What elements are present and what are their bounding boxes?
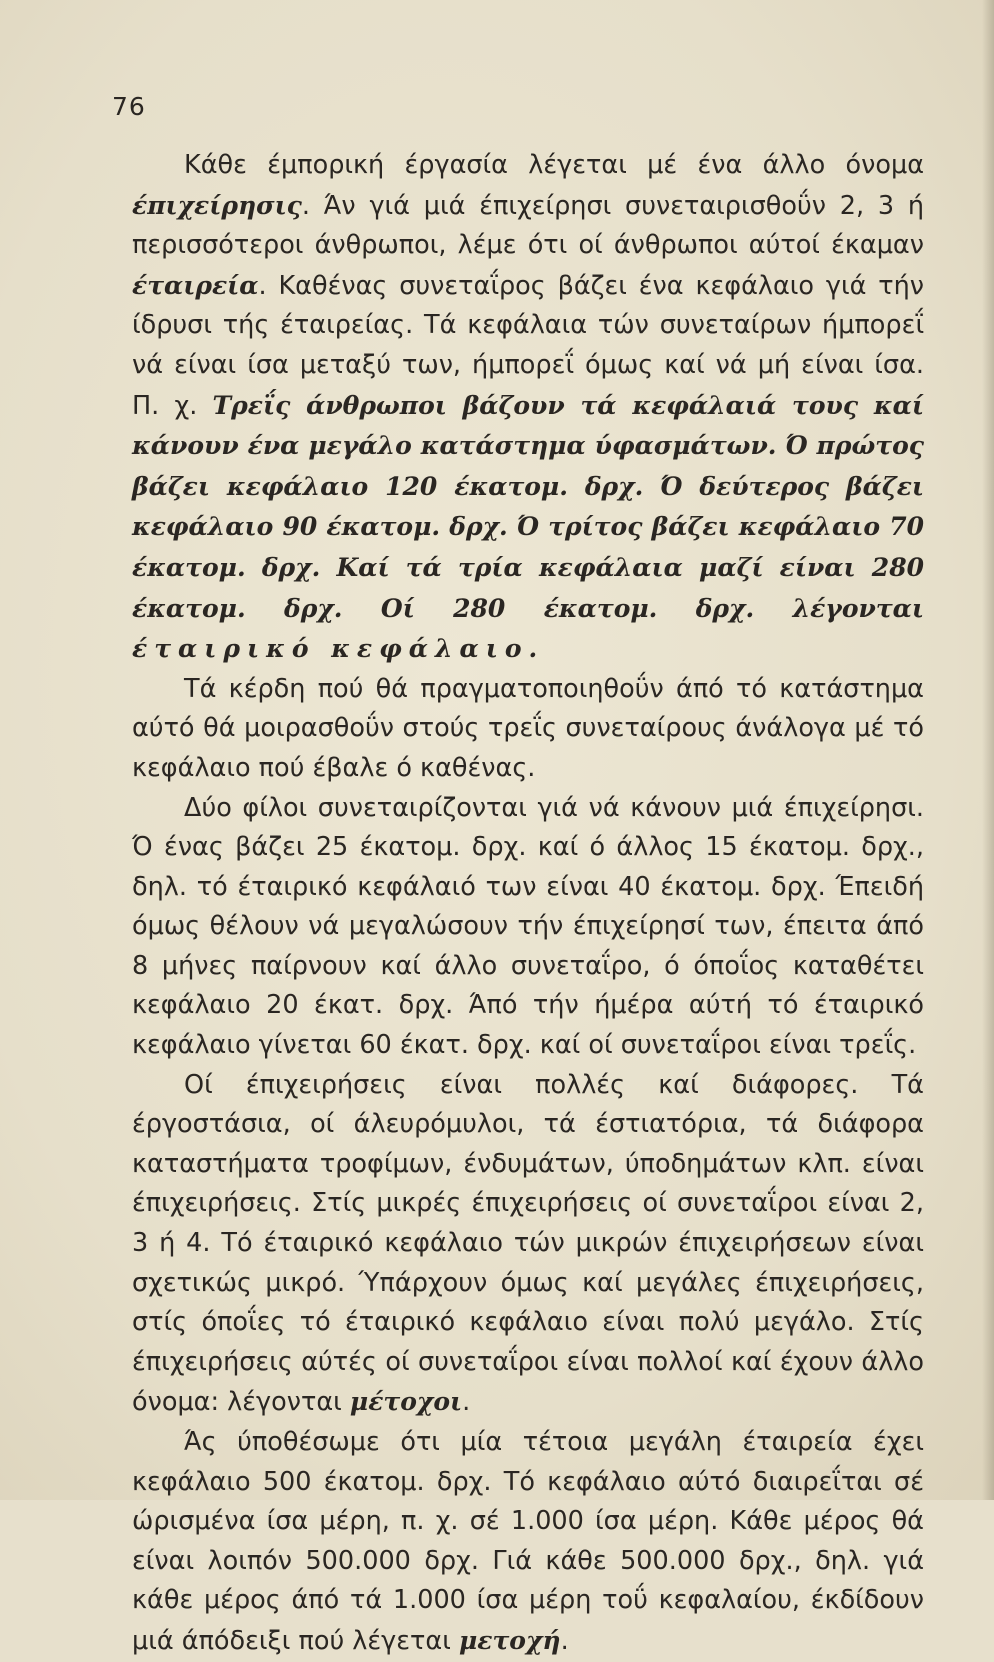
body-text [132,146,924,1662]
emphasized-text: . [528,634,538,664]
emphasized-text: έταιρεία [132,270,259,300]
text-run: Οί έπιχειρήσεις είναι πολλές καί διάφορες. Τά έργοστάσια, οί άλευρόμυλοι, τά έστιατόρια, τά διάφορα καταστήματα τροφίμων, ένδυμάτων, ύποδημάτων κλπ. είναι έπιχειρήσεις. Στίς μικρές έπιχειρήσεις οί συνεταΐροι είναι 2, 3 ή 4. Τό έταιρικό κεφάλαιο τών μικρών έπιχειρήσεων είναι σχετικώς μικρό. Ύπάρχουν όμως καί μεγάλες έπιχειρήσεις, στίς όποΐες τό έταιρικό κεφάλαιο είναι πολύ μεγάλο. Στίς έπιχειρήσεις αύτές οί συνεταΐροι είναι πολλοί καί έχουν άλλο όνομα: λέγονται [132,1069,924,1418]
page-number: 76 [112,92,146,121]
text-run: . [462,1387,471,1418]
text-run: Άς ύποθέσωμε ότι μία τέτοια μεγάλη έταιρεία έχει κεφάλαιο 500 έκατομ. δρχ. Τό κεφάλαιο αύτό διαιρεΐται σέ ώρισμένα ίσα μέρη, π. χ. σέ 1.000 ίσα μέρη. Κάθε μέρος θά είναι λοιπόν 500.000 δρχ. Γιά κάθε 500.000 δρχ., δηλ. γιά κάθε μέρος άπό τά 1.000 ίσα μέρη τοΰ κεφαλαίου, έκδίδουν μιά άπόδειξι πού λέγεται [132,1427,924,1656]
emphasized-text: έπιχείρησις [132,190,302,220]
emphasized-text: έταιρικό κεφάλαιο [132,634,529,664]
paragraph [132,789,924,1066]
text-run: . Άν γιά μιά έπιχείρησι συνεταιρισθοΰν 2, 3 ή περισσότεροι άνθρωποι, λέμε ότι οί άνθρωποι αύτοί έκαμαν [132,190,924,261]
emphasized-text: Τρεΐς άνθρωποι βάζουν τά κεφάλαιά τους καί κάνουν ένα μεγάλο κατάστημα ύφασμάτων. Ό πρώτος βάζει κεφάλαιο 120 έκατομ. δρχ. Ό δεύτερος βάζει κεφάλαιο 90 έκατομ. δρχ. Ό τρίτος βάζει κεφάλαιο 70 έκατομ. δρχ. Καί τά τρία κεφάλαια μαζί είναι 280 έκατομ. δρχ. Οί 280 έκατομ. δρχ. λέγονται [132,390,925,623]
page-edge-shadow [982,0,994,1500]
emphasized-text: μετοχή [458,1625,561,1655]
paragraph [132,670,924,789]
text-run: Κάθε έμπορική έργασία λέγεται μέ ένα άλλο όνομα [184,150,924,180]
paragraph [132,146,924,670]
text-run: . Καθένας συνεταΐρος βάζει ένα κεφάλαιο γιά τήν ίδρυσι τής έταιρείας. Τά κεφάλαια τών συνεταίρων ήμπορεΐ νά είναι ίσα μεταξύ των, ήμπορεΐ όμως καί νά μή είναι ίσα. Π. χ. [132,270,924,421]
text-run: Δύο φίλοι συνεταιρίζονται γιά νά κάνουν μιά έπιχείρησι. Ό ένας βάζει 25 έκατομ. δρχ. καί ό άλλος 15 έκατομ. δρχ., δηλ. τό έταιρικό κεφάλαιό των είναι 40 έκατομ. δρχ. Έπειδή όμως θέλουν νά μεγαλώσουν τήν έπιχείρησί των, έπειτα άπό 8 μήνες παίρνουν καί άλλο συνεταΐρο, ό όποΐος καταθέτει κεφάλαιο 20 έκατ. δρχ. Άπό τήν ήμέρα αύτή τό έταιρικό κεφάλαιο γίνεται 60 έκατ. δρχ. καί οί συνεταΐροι είναι τρεΐς. [132,792,924,1061]
paragraph [132,1066,924,1423]
emphasized-text: μέτοχοι [349,1387,463,1417]
text-run: . [560,1625,569,1656]
paragraph [132,1423,924,1662]
text-run: Τά κέρδη πού θά πραγματοποιηθοΰν άπό τό κατάστημα αύτό θά μοιρασθοΰν στούς τρεΐς συνεταίρους άνάλογα μέ τό κεφάλαιο πού έβαλε ό καθένας. [132,673,924,783]
